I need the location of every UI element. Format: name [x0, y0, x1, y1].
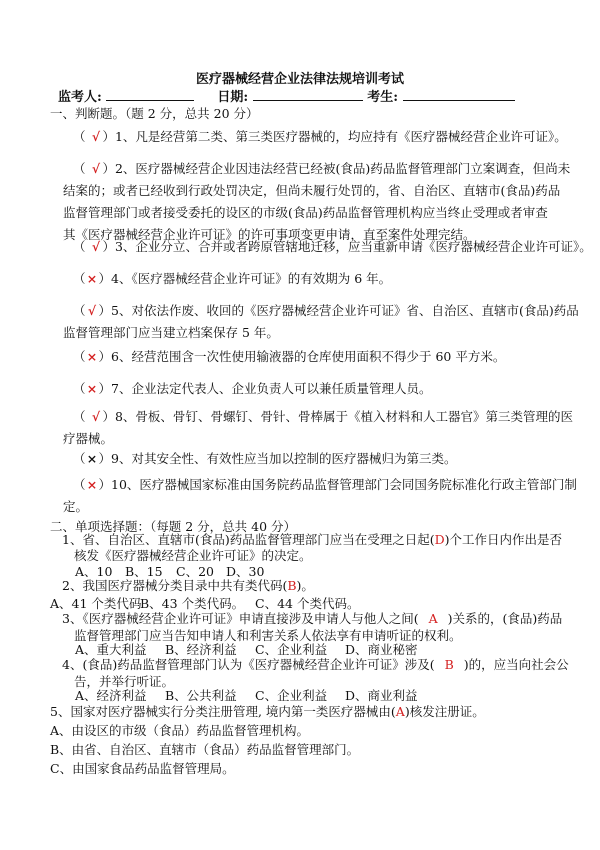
question-text: ）9、对其安全性、有效性应当加以控制的医疗器械归为第三类。: [98, 451, 457, 466]
question-text: ）5、对依法作废、收回的《医疗器械经营企业许可证》省、自治区、直辖市(食品)药品: [98, 303, 579, 318]
answer-letter: D: [434, 532, 445, 547]
option[interactable]: D、商业秘密: [345, 642, 418, 657]
tf-question-7: （×）7、企业法定代表人、企业负责人可以兼任质量管理人员。: [73, 378, 561, 400]
question-text: )的，应当向社会公: [463, 657, 569, 672]
question-text-cont: 定。: [63, 499, 89, 514]
question-text-cont: 监督管理部门或者接受委托的设区的市级(食品)药品监督管理机构应当终止受理或者审查: [63, 205, 548, 220]
question-text: ）7、企业法定代表人、企业负责人可以兼任质量管理人员。: [98, 381, 432, 396]
answer-mark: √: [91, 409, 101, 424]
answer-mark: √: [91, 239, 101, 254]
question-text: ）8、骨板、骨钉、骨螺钉、骨针、骨棒属于《植入材料和人工器官》第三类管理的医: [102, 409, 573, 424]
section2-heading: 二、单项选择题：（每题 2 分，总共 40 分）: [50, 519, 297, 534]
date-label: 日期:: [217, 90, 249, 105]
mc-question-5: [50, 702, 485, 722]
option[interactable]: D、30: [226, 564, 265, 579]
option[interactable]: C、44 个类代码。: [255, 596, 360, 611]
examinee-blank[interactable]: [403, 88, 515, 101]
question-text-cont: 告，并举行听证。: [74, 674, 175, 689]
question-text-cont: 监督管理部门应当建立档案保存 5 年。: [63, 325, 279, 340]
answer-letter: A: [428, 611, 438, 626]
question-text-cont: 结案的；或者已经收到行政处罚决定，但尚未履行处罚的，省、自治区、直辖市(食品)药品: [63, 183, 561, 198]
question-text-cont: 疗器械。: [63, 431, 114, 446]
question-text: ）2、医疗器械经营企业因违法经营已经被(食品)药品监督管理部门立案调查，但尚未: [102, 161, 571, 176]
option[interactable]: B、15: [125, 564, 163, 579]
answer-mark: ×: [86, 477, 98, 492]
exam-header: [58, 88, 515, 106]
question-text-cont: 监督管理部门应当告知申请人和利害关系人依法享有申请听证的权利。: [74, 628, 462, 643]
option[interactable]: A、由设区的市级（食品）药品监督管理机构。: [50, 723, 310, 738]
examinee-label: 考生:: [367, 90, 399, 105]
question-text: 3、《医疗器械经营企业许可证》申请直接涉及申请人与他人之间(: [62, 611, 419, 626]
option[interactable]: A、41 个类代码: [50, 596, 142, 611]
question-text: 4、(食品)药品监督管理部门认为《医疗器械经营企业许可证》涉及(: [62, 657, 435, 672]
option[interactable]: A、重大利益: [75, 642, 147, 657]
question-text: ）1、凡是经营第二类、第三类医疗器械的，均应持有《医疗器械经营企业许可证》。: [102, 129, 567, 144]
question-text: ）6、经营范围含一次性使用输液器的仓库使用面积不得少于 60 平方米。: [98, 349, 506, 364]
date-blank[interactable]: [253, 88, 363, 101]
option[interactable]: C、20: [176, 564, 214, 579]
answer-letter: A: [395, 704, 405, 719]
option[interactable]: B、由省、自治区、直辖市（食品）药品监督管理部门。: [50, 742, 360, 757]
answer-letter: B: [287, 578, 297, 593]
option[interactable]: A、经济利益: [75, 688, 147, 703]
option[interactable]: C、企业利益: [255, 688, 328, 703]
option[interactable]: B、经济利益: [165, 642, 237, 657]
question-text-cont: 核发《医疗器械经营企业许可证》的决定。: [74, 548, 312, 563]
tf-question-5: （ √ ）5、对依法作废、收回的《医疗器械经营企业许可证》省、自治区、直辖市(食品)药品 监督管理部门应当建立档案保存 5 年。: [73, 300, 561, 344]
mc-options-5: [50, 721, 359, 778]
section1-heading: 一、判断题。（题 2 分，总共 20 分）: [50, 106, 259, 121]
mc-question-2: [62, 576, 314, 596]
tf-question-2: （ √ ）2、医疗器械经营企业因违法经营已经被(食品)药品监督管理部门立案调查，但尚未 结案的；或者已经收到行政处罚决定，但尚未履行处罚的，省、自治区、直辖市(食品)药品 监督管理部门或者接受委托的设区的市级(食品)药品监督管理机构应当终止受理或者审查 其《医疗器械经营企业许可证》的许可事项变更申请，直至案件处理完结。: [73, 158, 561, 246]
question-text: )个工作日内作出是否: [444, 532, 563, 547]
option[interactable]: B、公共利益: [165, 688, 237, 703]
answer-mark: ×: [86, 451, 98, 466]
question-text-cont: 其《医疗器械经营企业许可证》的许可事项变更申请，直至案件处理完结。: [63, 227, 476, 242]
page-title: 医疗器械经营企业法律法规培训考试: [195, 72, 404, 87]
tf-question-6: （×）6、经营范围含一次性使用输液器的仓库使用面积不得少于 60 平方米。: [73, 346, 561, 368]
answer-mark: ×: [86, 381, 98, 396]
answer-mark: √: [87, 303, 97, 318]
answer-mark: ×: [86, 349, 98, 364]
tf-question-8: （ √ ）8、骨板、骨钉、骨螺钉、骨针、骨棒属于《植入材料和人工器官》第三类管理的医 疗器械。: [73, 406, 561, 450]
question-text: 2、我国医疗器械分类目录中共有类代码(: [62, 578, 288, 593]
tf-question-4: （×）4、《医疗器械经营企业许可证》的有效期为 6 年。: [73, 268, 561, 290]
option[interactable]: D、商业利益: [345, 688, 418, 703]
question-text: ）4、《医疗器械经营企业许可证》的有效期为 6 年。: [98, 271, 392, 286]
tf-question-3: （ √ ）3、企业分立、合并或者跨原管辖地迁移，应当重新申请《医疗器械经营企业许可证》。: [73, 236, 561, 258]
question-text: ）3、企业分立、合并或者跨原管辖地迁移，应当重新申请《医疗器械经营企业许可证》。: [102, 239, 592, 254]
question-text: ）10、医疗器械国家标准由国务院药品监督管理部门会同国务院标准化行政主管部门制: [98, 477, 577, 492]
tf-question-9: （×）9、对其安全性、有效性应当加以控制的医疗器械归为第三类。: [73, 448, 561, 470]
tf-question-10: （×）10、医疗器械国家标准由国务院药品监督管理部门会同国务院标准化行政主管部门制 定。: [73, 474, 561, 518]
option[interactable]: C、企业利益: [255, 642, 328, 657]
proctor-label: 监考人:: [58, 90, 102, 105]
tf-question-1: （ √ ）1、凡是经营第二类、第三类医疗器械的，均应持有《医疗器械经营企业许可证》。: [73, 126, 561, 148]
answer-letter: B: [444, 657, 454, 672]
question-text: 5、国家对医疗器械实行分类注册管理, 境内第一类医疗器械由(: [50, 704, 396, 719]
answer-mark: √: [91, 161, 101, 176]
answer-mark: ×: [86, 271, 98, 286]
question-text: 1、省、自治区、直辖市(食品)药品监督管理部门应当在受理之日起(: [62, 532, 435, 547]
proctor-blank[interactable]: [106, 88, 194, 101]
option[interactable]: A、10: [75, 564, 113, 579]
question-text: )关系的，(食品)药品: [447, 611, 563, 626]
question-text: )核发注册证。: [404, 704, 485, 719]
question-text: )。: [296, 578, 314, 593]
option[interactable]: C、由国家食品药品监督管理局。: [50, 761, 235, 776]
option[interactable]: B、43 个类代码。: [140, 596, 245, 611]
answer-mark: √: [91, 129, 101, 144]
